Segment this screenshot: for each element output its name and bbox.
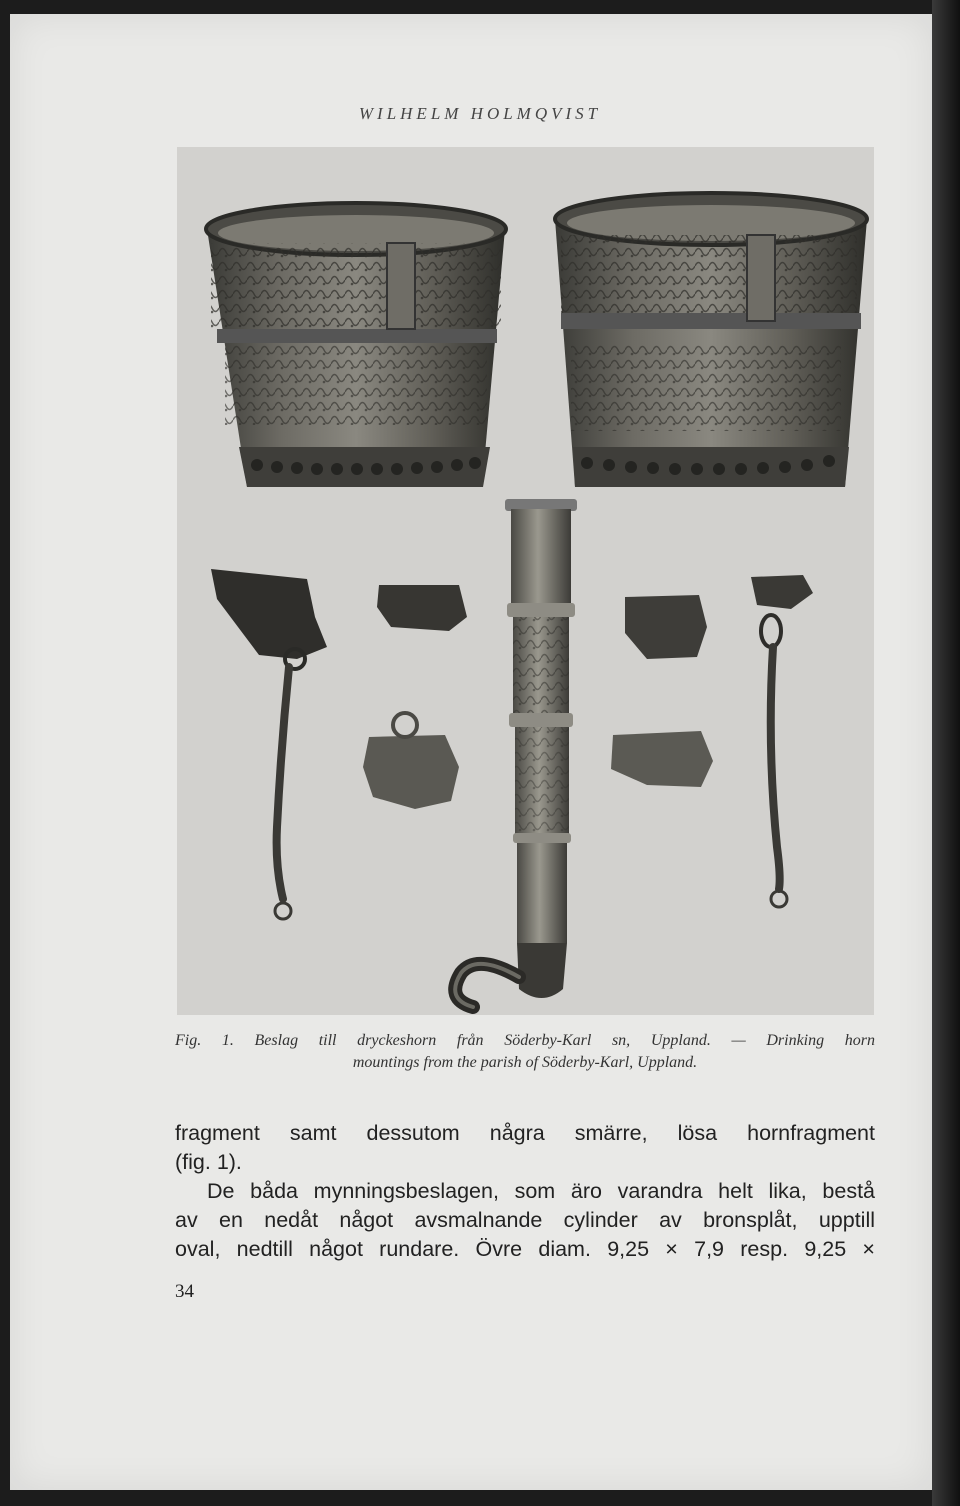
body-text <box>175 1119 875 1264</box>
right-suspension-chain <box>751 575 813 907</box>
book-spine-shadow <box>932 0 960 1506</box>
horn-terminal-tube <box>455 499 577 1007</box>
fragment-upper-left <box>377 585 467 631</box>
fragment-middle-left <box>363 735 459 809</box>
fragment-upper-right <box>625 595 707 659</box>
left-suspension-chain <box>211 569 327 919</box>
page-number: 34 <box>175 1281 194 1302</box>
caption-line: mountings from the parish of Söderby-Karl, Uppland. <box>352 1054 698 1071</box>
body-line: fragment samt dessutom några smärre, lösa hornfragment <box>175 1121 875 1145</box>
fragment-middle-right <box>611 731 713 787</box>
right-mouth-mounting <box>555 193 867 487</box>
figure-photograph <box>177 147 874 1015</box>
body-line: (fig. 1). <box>175 1150 242 1174</box>
caption-line: Fig. 1. Beslag till dryckeshorn från Söderby-Karl sn, Uppland. — Drinking horn <box>175 1032 875 1049</box>
figure-caption <box>175 1030 875 1074</box>
running-header: WILHELM HOLMQVIST <box>358 104 602 123</box>
body-line: oval, nedtill något rundare. Övre diam. 9,25 × 7,9 resp. 9,25 × <box>175 1237 875 1261</box>
body-line: De båda mynningsbeslagen, som äro varandra helt lika, bestå <box>207 1179 875 1203</box>
body-line: av en nedåt något avsmalnande cylinder av bronsplåt, upptill <box>175 1208 875 1232</box>
left-mouth-mounting <box>206 203 506 487</box>
